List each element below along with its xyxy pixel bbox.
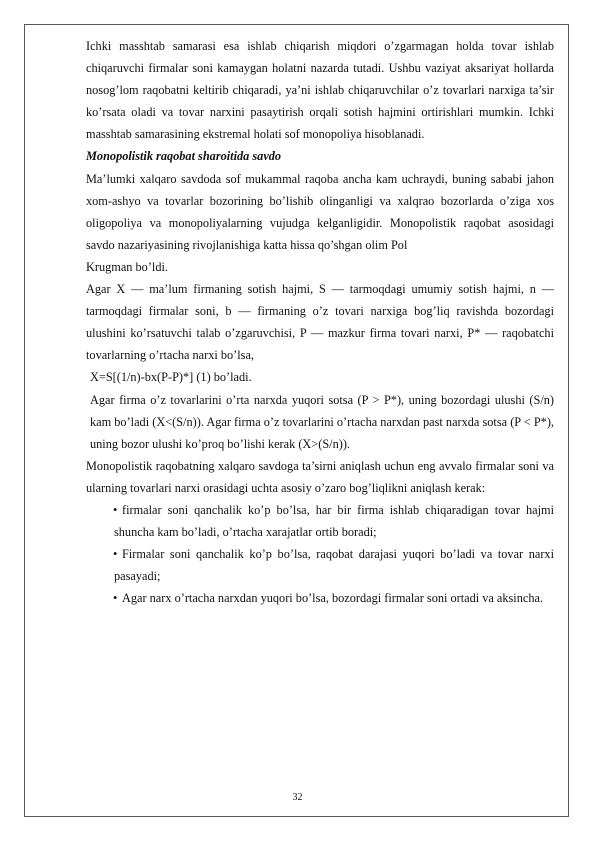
paragraph-definitions: Agar X — ma’lum firmaning sotish hajmi, S — tarmoqdagi umumiy sotish hajmi, n — tarmoqdagi firmalar soni, b — firmaning o’z tovari narxiga bog’liq ravishda bozordagi ulushini ko’rsatuvchi talab o’zgaruvchisi, P — mazkur firma tovari narxi, P* — raqobatchi tovarlarning o’rtacha narxi bo’lsa,	[86, 282, 554, 363]
list-item	[86, 543, 554, 587]
page-number: 32	[292, 792, 303, 803]
bullet-icon: •	[113, 502, 118, 517]
formula-line: X=S[(1/n)-bx(P-P)*] (1) bo’ladi.	[90, 370, 252, 385]
paragraph-monopolistic-end: Krugman bo’ldi.	[86, 259, 168, 274]
document-body	[86, 35, 554, 609]
list-item	[86, 499, 554, 543]
list-item-text: Firmalar soni qanchalik ko’p bo’lsa, raqobat darajasi yuqori bo’ladi va tovar narxi pasayadi;	[114, 547, 554, 584]
section-heading: Monopolistik raqobat sharoitida savdo	[86, 149, 282, 164]
bullet-list	[86, 499, 554, 609]
bullet-icon: •	[113, 591, 118, 606]
list-item	[86, 587, 554, 609]
list-item-text: firmalar soni qanchalik ko’p bo’lsa, har bir firma ishlab chiqaradigan tovar hajmi shuncha kam bo’ladi, o’rtacha xarajatlar ortib boradi;	[114, 502, 554, 540]
paragraph-monopolistic: Ma’lumki xalqaro savdoda sof mukammal raqoba ancha kam uchraydi, buning sababi jahon xom-ashyo va tovarlar bozorining bo’lishib olinganligi va xalqrao bozorlarda o’ziga xos oligopoliya va monopoliyalarning vujudga kelganligidir. Monopolistik raqobat asosidagi savdo nazariyasining rivojlanishiga katta hissa qo’shgan olim Pol	[86, 171, 554, 252]
bullet-icon: •	[113, 547, 118, 562]
paragraph-relations: Monopolistik raqobatning xalqaro savdoga ta’sirni aniqlash uchun eng avvalo firmalar soni va ularning tovarlari narxi orasidagi uchta asosiy o’zaro bog’liqlikni aniqlash kerak:	[86, 458, 554, 495]
paragraph-intro: Ichki masshtab samarasi esa ishlab chiqarish miqdori o’zgarmagan holda tovar ishlab chiqaruvchi firmalar soni kamaygan holatni nazarda tutadi. Ushbu vaziyat aksariyat hollarda nosog’lom raqobatni keltirib chiqaradi, ya’ni ishlab chiqaruvchilar o’z tovarlari narxiga ta’sir ko’rsata oladi va tovar narxini pasaytirish orqali sotish hajmini ortirishlari mumkin. Ichki masshtab samarasining ekstremal holati sof monopoliya hisoblanadi.	[86, 39, 554, 142]
list-item-text: Agar narx o’rtacha narxdan yuqori bo’lsa, bozordagi firmalar soni ortadi va aksincha.	[122, 591, 544, 606]
paragraph-price-share: Agar firma o’z tovarlarini o’rta narxda yuqori sotsa (P > P*), uning bozordagi ulushi (S/n) kam bo’ladi (X<(S/n)). Agar firma o’z tovarlarini o’rtacha narxdan past narxda sotsa (P < P*), uning bozor ulushi ko’proq bo’lishi kerak (X>(S/n)).	[90, 392, 554, 451]
